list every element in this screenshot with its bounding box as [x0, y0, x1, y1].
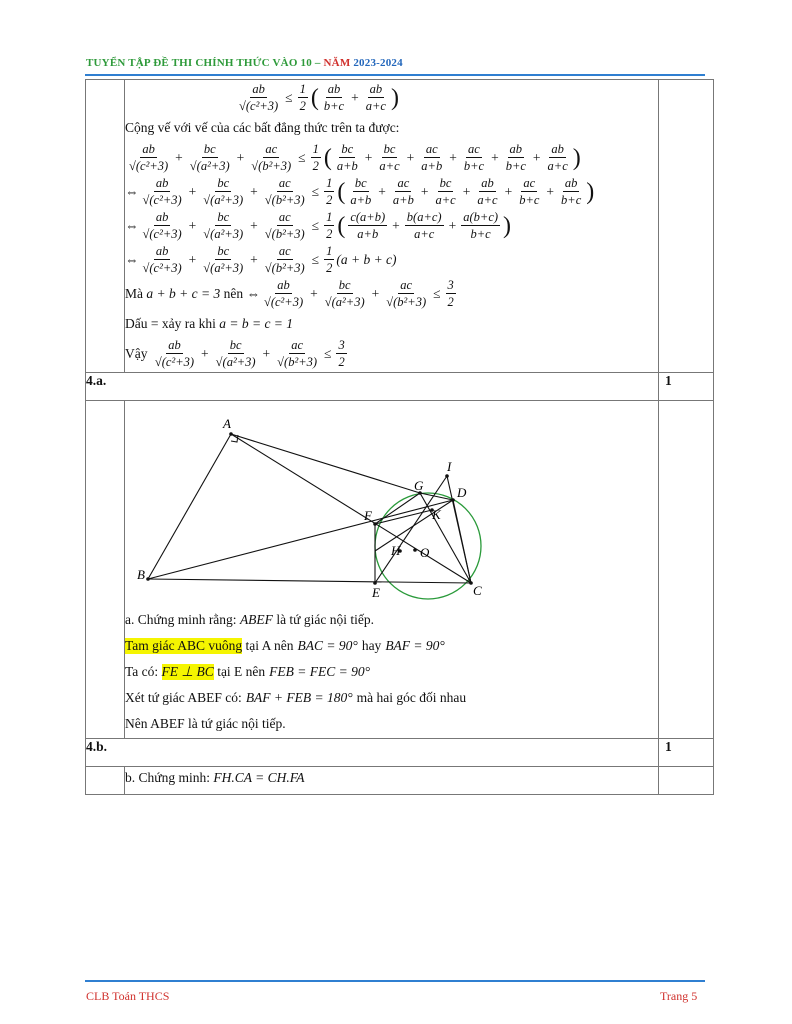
part-a-line-3: Xét tứ giác ABEF có: BAF + FEB = 180° mà hai góc đối nhau — [125, 690, 467, 705]
label-o: O — [420, 545, 430, 560]
section-4b-label: 4.b. — [86, 739, 659, 767]
geometry-figure — [135, 407, 485, 602]
footer-left: CLB Toán THCS — [86, 989, 170, 1003]
label-h: H — [391, 543, 401, 558]
equiv-line-3: ⇔ $\frac{ab}{\text{√(c²+3)}}$ + $\frac{bc}{\text{√(a²+3)}}$ + $\frac{ac}{\text{√(b²+3)}}$ ≤ $\frac{1}{2}$ (a + b + c) — [125, 244, 397, 275]
seg-ag — [231, 434, 420, 493]
label-i: I — [447, 459, 452, 474]
header-year-label: NĂM — [323, 57, 351, 69]
ma-line: Mà a + b + c = 3 nên ⇔ $\frac{ab}{\text{√(c²+3)}}$ + $\frac{bc}{\text{√(a²+3)}}$ + $\frac{ac}{\text{√(b²+3)}}$ ≤ $\frac{3}{2}$ — [125, 278, 454, 309]
label-d: D — [457, 485, 467, 500]
top-inequality: $\frac{ab}{\text{√(c²+3)}}$ ≤ $\frac{1}{2}$ ( $\frac{ab}{b+c}$ + $\frac{ab}{a+c}$ ) — [239, 82, 399, 113]
label-b: B — [137, 567, 145, 582]
section-4b-content: b. Chứng minh: FH.CA = CH.FA — [125, 767, 659, 795]
seg-bd — [148, 500, 453, 579]
proof-row — [86, 80, 714, 373]
label-f: F — [364, 508, 372, 523]
label-a: A — [223, 416, 231, 431]
section-4a-header — [86, 373, 714, 401]
part-a-line-4: Nên ABEF là tứ giác nội tiếp. — [125, 716, 286, 731]
seg-ab — [148, 434, 231, 579]
seg-fg — [375, 493, 420, 524]
equiv-line-2: ⇔ $\frac{ab}{\text{√(c²+3)}}$ + $\frac{bc}{\text{√(a²+3)}}$ + $\frac{ac}{\text{√(b²+3)}}$ ≤ $\frac{1}{2}$ ( $\frac{c(a+b)}{a+b}$ + $\frac{b(a+c)}{a+c}$ + $\frac{a(b+c)}{b+c}$ ) — [125, 210, 512, 241]
section-4b-score: 1 — [659, 739, 714, 767]
section-4a-row — [86, 401, 714, 739]
section-4a-label: 4.a. — [86, 373, 659, 401]
footer-right: Trang 5 — [660, 989, 698, 1003]
header-rule — [85, 74, 705, 76]
solution-table — [85, 79, 714, 795]
conclusion-line: Vậy $\frac{ab}{\text{√(c²+3)}}$ + $\frac{bc}{\text{√(a²+3)}}$ + $\frac{ac}{\text{√(b²+3)}}$ ≤ $\frac{3}{2}$ — [125, 338, 345, 369]
label-c: C — [473, 583, 482, 598]
equiv-line-1: ⇔ $\frac{ab}{\text{√(c²+3)}}$ + $\frac{bc}{\text{√(a²+3)}}$ + $\frac{ac}{\text{√(b²+3)}}$ ≤ $\frac{1}{2}$ ( $\frac{bc}{a+b}$ + $\frac{ac}{a+b}$ + $\frac{bc}{a+c}$ + $\frac{ab}{a+c}$ + $\frac{ac}{b+c}$ + $\frac{ab}{b+c}$ ) — [125, 176, 595, 207]
highlight-1: Tam giác ABC vuông — [125, 638, 243, 653]
part-a-line-1: Tam giác ABC vuông tại A nên BAC = 90° hay BAF = 90° — [125, 638, 445, 653]
header-year: 2023-2024 — [350, 57, 403, 69]
footer-rule — [85, 980, 705, 982]
seg-hd — [375, 500, 453, 551]
proof-content — [125, 80, 659, 373]
label-e: E — [372, 585, 380, 600]
equality-line: Dấu = xảy ra khi a = b = c = 1 — [125, 316, 294, 331]
part-a-task: a. Chứng minh rằng: ABEF là tứ giác nội tiếp. — [125, 612, 374, 627]
section-4a-score: 1 — [659, 373, 714, 401]
sum-inequality: $\frac{ab}{\text{√(c²+3)}}$ + $\frac{bc}{\text{√(a²+3)}}$ + $\frac{ac}{\text{√(b²+3)}}$ ≤ $\frac{1}{2}$ ( $\frac{bc}{a+b}$ + $\frac{bc}{a+c}$ + $\frac{ac}{a+b}$ + $\frac{ac}{b+c}$ + $\frac{ab}{b+c}$ + $\frac{ab}{a+c}$ ) — [129, 142, 581, 173]
section-4b-header — [86, 739, 714, 767]
intro-line: Cộng vế với vế của các bất đẳng thức trên ta được: — [125, 120, 400, 135]
header-title: TUYỂN TẬP ĐỀ THI CHÍNH THỨC VÀO 10 – — [86, 57, 324, 69]
seg-bc — [148, 579, 471, 583]
section-4b-row — [86, 767, 714, 795]
label-k: K — [432, 507, 441, 522]
highlight-2: FE ⊥ BC — [161, 664, 214, 679]
part-a-line-2: Ta có: FE ⊥ BC tại E nên FEB = FEC = 90° — [125, 664, 371, 679]
section-4a-content — [125, 401, 659, 739]
label-g: G — [414, 478, 424, 493]
page-header — [86, 57, 403, 69]
